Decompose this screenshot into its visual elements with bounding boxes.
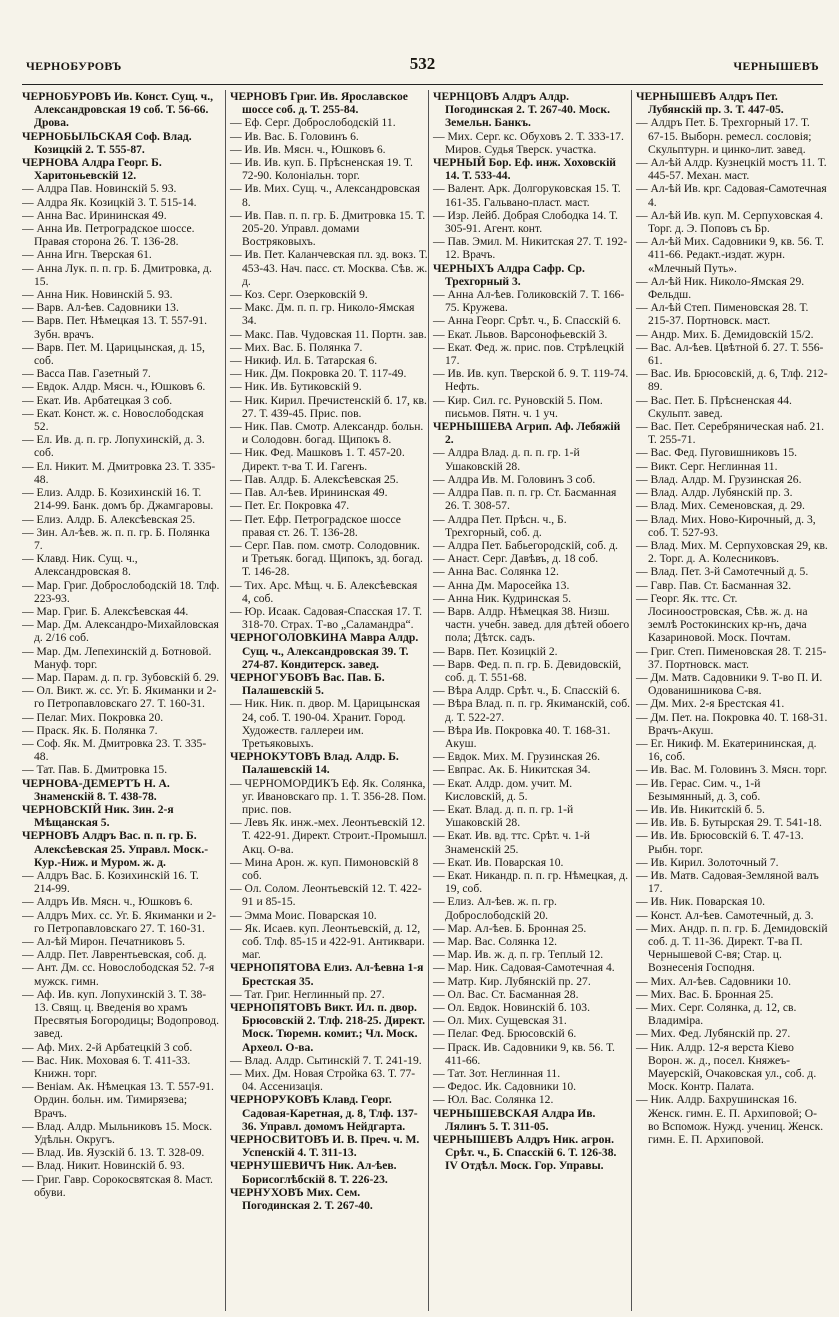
directory-entry: — Алдръ Ив. Мясн. ч., Юшковъ 6.	[22, 895, 220, 908]
directory-entry: — Евдок. Алдр. Мясн. ч., Юшковъ 6.	[22, 380, 220, 393]
directory-entry: — Влад. Алдр. М. Грузинская 26.	[636, 473, 828, 486]
directory-entry: — Дм. Пет. на. Покровка 40. Т. 168-31. Врачъ-Акуш.	[636, 711, 828, 737]
directory-entry: — Тат. Пав. Б. Дмитровка 15.	[22, 763, 220, 776]
directory-entry: — Дм. Мих. 2-я Брестская 41.	[636, 697, 828, 710]
directory-entry: — Алдръ Мих. сс. Уг. Б. Якиманки и 2-го Петропавловскаго 27. Т. 160-31.	[22, 909, 220, 935]
directory-heading-entry: ЧЕРНОПЯТОВЪ Викт. Ил. п. двор. Брюсовскій 2. Тлф. 218-25. Директ. Моск. Тюремн. комит.; Чл. Моск. Археол. О-ва.	[230, 1001, 426, 1054]
directory-entry: — Ив. Вас. М. Головинъ 3. Мясн. торг.	[636, 763, 828, 776]
directory-entry: — Юр. Исаак. Садовая-Спасская 17. Т. 318-70. Страх. Т-во „Саламандра“.	[230, 605, 428, 631]
directory-entry: — Ол. Мих. Сущевская 31.	[433, 1014, 631, 1027]
directory-entry: — Коз. Серг. Озерковскій 9.	[230, 288, 428, 301]
directory-heading-entry: ЧЕРНОВСКІЙ Ник. Зин. 2-я Мѣщанская 5.	[22, 802, 174, 830]
directory-entry: — Пав. Эмил. М. Никитская 27. Т. 192-12. Врачъ.	[433, 235, 631, 261]
directory-entry: — Вѣра Алдр. Срѣт. ч., Б. Спасскій 6.	[433, 684, 631, 697]
directory-entry: — Ив. Ив. куп. Б. Прѣсненская 19. Т. 72-90. Колоніальн. торг.	[230, 156, 428, 182]
directory-entry: — Алдра Ив. М. Головинъ 3 соб.	[433, 473, 631, 486]
directory-entry: — Евпрас. Ак. Б. Никитская 34.	[433, 763, 631, 776]
directory-entry: — Валент. Арк. Долгоруковская 15. Т. 161-35. Гальвано-пласт. маст.	[433, 182, 631, 208]
directory-entry: — Никиф. Ил. Б. Татарская 6.	[230, 354, 428, 367]
directory-entry: — Ал-ѣй Ив. крг. Садовая-Самотечная 4.	[636, 182, 828, 208]
directory-entry: — Федос. Ик. Садовники 10.	[433, 1080, 631, 1093]
directory-entry: — Анна Дм. Маросейка 13.	[433, 579, 631, 592]
directory-heading-entry: ЧЕРНОВА-ДЕМЕРТЪ Н. А. Знаменскій 8. Т. 438-78.	[22, 776, 170, 803]
directory-entry: — Мина Арон. ж. куп. Пимоновскій 8 соб.	[230, 856, 428, 882]
directory-heading-entry: ЧЕРНЫШЕВЪ Алдръ Ник. агрон. Срѣт. ч., Б. Спасскій 6. Т. 126-38. IV Отдѣл. Моск. Гор. Управы.	[433, 1133, 617, 1173]
directory-entry: — Влад. Мих. М. Серпуховская 29, кв. 2. Торг. д. А. Колесниковъ.	[636, 539, 828, 565]
directory-heading-entry: ЧЕРНОРУКОВЪ Клавд. Георг. Садовая-Каретная, д. 8, Тлф. 137-36. Управл. домомъ Нейдгарта.	[230, 1093, 418, 1133]
directory-heading-entry: ЧЕРНЫШЕВЪ Алдръ Пет. Лубянскій пр. 3. Т. 447-05.	[636, 90, 784, 117]
directory-entry: — Вас. Пет. Серебряническая наб. 21. Т. 255-71.	[636, 420, 828, 446]
directory-entry: — Ив. Пав. п. п. гр. Б. Дмитровка 15. Т. 205-20. Управл. домами Востряковыхъ.	[230, 209, 428, 249]
directory-entry: — Анна Ив. Петроградское шоссе. Правая сторона 26. Т. 136-28.	[22, 222, 220, 248]
directory-entry: — Ант. Дм. сс. Новослободская 52. 7-я мужск. гимн.	[22, 961, 220, 987]
directory-entry: — Мих. Андр. п. п. гр. Б. Демидовскій соб. д. Т. 11-36. Директ. Т-ва П. Чернышевой С-вя; Стар. ц. Вознесенія Господня.	[636, 922, 828, 975]
directory-entry: — Екат. Ив. вд. ттс. Срѣт. ч. 1-й Знаменскій 25.	[433, 829, 631, 855]
directory-entry: — Ник. Фед. Машковъ 1. Т. 457-20. Директ. т-ва Т. И. Гагенъ.	[230, 446, 428, 472]
directory-entry: — Ив. Мих. Сущ. ч., Александровская 8.	[230, 182, 428, 208]
directory-entry: — Анна Ник. Кудринская 5.	[433, 592, 631, 605]
directory-columns	[22, 90, 828, 1311]
directory-heading-entry: ЧЕРНОГУБОВЪ Вас. Пав. Б. Палашевскій 5.	[230, 670, 385, 698]
directory-entry: — Мар. Ник. Садовая-Самотечная 4.	[433, 961, 631, 974]
directory-entry: — Ник. Алдр. 12-я верста Кіево Ворон. ж. д., посел. Княжеъ-Мауерскій, Очаковская ул., соб. д. Моск. Контр. Палата.	[636, 1041, 828, 1094]
directory-entry: — Ив. Герас. Сим. ч., 1-й Безымянный, д. 3, соб.	[636, 777, 828, 803]
directory-heading-entry: ЧЕРНУШЕВИЧЪ Ник. Ал-ѣев. Борисоглѣбскій 8. Т. 226-23.	[230, 1159, 397, 1186]
directory-heading-entry: ЧЕРНЫШЕВСКАЯ Алдра Ив. Лялинъ 5. Т. 311-05.	[433, 1106, 596, 1133]
directory-entry: — Елиз. Алдр. Б. Козихинскій 16. Т. 214-99. Банк. домъ бр. Джамгаровы.	[22, 486, 220, 512]
directory-entry: — Екат. Конст. ж. с. Новослободская 52.	[22, 407, 220, 433]
directory-entry: — Ник. Алдр. Бахрушинская 16. Женск. гимн. Е. П. Архиповой; О-во Вспомож. Нужд. учениц. Женск. гимн. Е. П. Архиповой.	[636, 1093, 828, 1146]
directory-entry: — Гавр. Пав. Ст. Басманная 32.	[636, 579, 828, 592]
directory-entry: — Ал-ѣй Ник. Николо-Ямская 29. Фельдш.	[636, 275, 828, 301]
directory-entry: — Влад. Никит. Новинскій б. 93.	[22, 1159, 220, 1172]
directory-entry: — Мих. Дм. Новая Стройка 63. Т. 77-04. Ассенизація.	[230, 1067, 428, 1093]
directory-entry: — Влад. Мих. Семеновская, д. 29.	[636, 499, 828, 512]
directory-entry: — Мих. Вас. Б. Бронная 25.	[636, 988, 828, 1001]
directory-heading-entry: ЧЕРНОГОЛОВКИНА Мавра Алдр. Сущ. ч., Александровская 39. Т. 274-87. Кондитерск. завед.	[230, 631, 419, 671]
directory-entry: — Екат. Никандр. п. п. гр. Нѣмецкая, д. 19, соб.	[433, 869, 631, 895]
running-head-right: ЧЕРНЫШЕВЪ	[733, 59, 819, 73]
directory-entry: — Ол. Евдок. Новинскій б. 103.	[433, 1001, 631, 1014]
directory-entry: — Анна Вас. Ирининская 49.	[22, 209, 220, 222]
directory-entry: — Анна Ал-ѣев. Голиковскій 7. Т. 166-75. Кружева.	[433, 288, 631, 314]
directory-entry: — Левъ Як. инж.-мех. Леонтьевскій 12. Т. 422-91. Директ. Строит.-Промышл. Акц. О-ва.	[230, 816, 428, 856]
directory-entry: — Ив. Ив. Никитскій б. 5.	[636, 803, 828, 816]
directory-entry: — Ив. Ив. Брюсовскій 6. Т. 47-13. Рыбн. торг.	[636, 829, 828, 855]
directory-entry: — Тат. Григ. Неглинный пр. 27.	[230, 988, 428, 1001]
directory-entry: — Елиз. Алдр. Б. Алексѣевская 25.	[22, 513, 220, 526]
directory-heading-entry: ЧЕРНЫХЪ Алдра Сафр. Ср. Трехгорный 3.	[433, 261, 585, 288]
directory-entry: — Анна Вас. Солянка 12.	[433, 565, 631, 578]
directory-entry: — Ив. Ив. Мясн. ч., Юшковъ 6.	[230, 143, 428, 156]
directory-entry: — Ал-ѣй Степ. Пименовская 28. Т. 215-37. Портновск. маст.	[636, 301, 828, 327]
directory-entry: — Пав. Алдр. Б. Алексѣевская 25.	[230, 473, 428, 486]
directory-entry: — Праск. Ив. Садовники 9, кв. 56. Т. 411-66.	[433, 1041, 631, 1067]
directory-entry: — Григ. Степ. Пименовская 28. Т. 215-37. Портновск. маст.	[636, 645, 828, 671]
directory-entry: — Матр. Кир. Лубянскій пр. 27.	[433, 975, 631, 988]
directory-entry: — Варв. Алдр. Нѣмецкая 38. Низш. частн. учебн. завед. для дѣтей обоего пола; Дѣтск. садъ.	[433, 605, 631, 645]
directory-entry: — Макс. Дм. п. п. гр. Николо-Ямская 34.	[230, 301, 428, 327]
running-head-left: ЧЕРНОБУРОВЪ	[26, 59, 122, 73]
directory-entry: — Пелаг. Мих. Покровка 20.	[22, 711, 220, 724]
header-rule	[22, 84, 823, 85]
directory-entry: — Мих. Фед. Лубянскій пр. 27.	[636, 1027, 828, 1040]
directory-entry: — Екат. Львов. Варсонофьевскій 3.	[433, 328, 631, 341]
directory-entry: — Праск. Як. Б. Полянка 7.	[22, 724, 220, 737]
directory-entry: — Дм. Матв. Садовники 9. Т-во П. И. Одованишникова С-вя.	[636, 671, 828, 697]
directory-entry: — Влад. Алдр. Сытинскій 7. Т. 241-19.	[230, 1054, 428, 1067]
directory-entry: — Мар. Григ. Доброслободскій 18. Тлф. 223-93.	[22, 579, 220, 605]
directory-heading-entry: ЧЕРНОПЯТОВА Елиз. Ал-ѣевна 1-я Брестская 35.	[230, 961, 424, 988]
directory-entry: — Ив. Пет. Каланчевская пл. зд. вокз. Т. 453-43. Нач. пасс. ст. Москва. Сѣв. ж. д.	[230, 248, 428, 288]
directory-entry: — Ник. Ив. Бутиковскій 9.	[230, 380, 428, 393]
directory-entry: — Алдра Влад. д. п. п. гр. 1-й Ушаковскій 28.	[433, 446, 631, 472]
directory-entry: — Тат. Зот. Неглинная 11.	[433, 1067, 631, 1080]
directory-entry: — Влад. Пет. 3-й Самотечный д. 5.	[636, 565, 828, 578]
directory-heading-entry: ЧЕРНОБЫЛЬСКАЯ Соф. Влад. Козицкій 2. Т. 555-87.	[22, 129, 192, 156]
directory-entry: — Еф. Серг. Доброслободскій 11.	[230, 116, 428, 129]
directory-entry: — Кир. Сил. гс. Руновскій 5. Пом. письмов. Пятн. ч. 1 уч.	[433, 394, 631, 420]
directory-entry: — Ив. Вас. Б. Головинъ 6.	[230, 130, 428, 143]
directory-entry: — Ел. Никит. М. Дмитровка 23. Т. 335-48.	[22, 460, 220, 486]
directory-entry: — Влад. Мих. Ново-Кирочный, д. 3, соб. Т. 527-93.	[636, 513, 828, 539]
directory-entry: — Ник. Ник. п. двор. М. Царицынская 24, соб. Т. 190-04. Хранит. Город. Художеств. галлереи им. Третьяковыхъ.	[230, 697, 428, 750]
directory-entry: — Екат. Ив. Арбатецкая 3 соб.	[22, 394, 220, 407]
directory-entry: — Алдра Пет. Бабьегородскій, соб. д.	[433, 539, 631, 552]
directory-entry: — Варв. Фед. п. п. гр. Б. Девидовскій, соб. д. Т. 551-68.	[433, 658, 631, 684]
directory-entry: — Пав. Ал-ѣев. Ирининская 49.	[230, 486, 428, 499]
directory-entry: — Вас. Фед. Пуговишниковъ 15.	[636, 446, 828, 459]
directory-heading-entry: ЧЕРНЫЙ Бор. Еф. инж. Хоховскій 14. Т. 533-44.	[433, 156, 616, 183]
directory-entry: — Анна Ник. Новинскій 5. 93.	[22, 288, 220, 301]
directory-entry: — Ал-ѣй Мих. Садовники 9, кв. 56. Т. 411-66. Редакт.-издат. журн. «Млечный Путь».	[636, 235, 828, 275]
directory-entry: — Вѣра Влад. п. п. гр. Якиманскій, соб. д. Т. 522-27.	[433, 697, 631, 723]
directory-entry: — Пет. Ег. Покровка 47.	[230, 499, 428, 512]
directory-entry: — Тих. Арс. Мѣщ. ч. Б. Алексѣевская 4, соб.	[230, 579, 428, 605]
column-3	[428, 90, 631, 1311]
directory-entry: — Мих. Ал-ѣев. Садовники 10.	[636, 975, 828, 988]
directory-entry: — Алдръ Вас. Б. Козихинскій 16. Т. 214-99.	[22, 869, 220, 895]
directory-entry: — Ив. Матв. Садовая-Земляной валъ 17.	[636, 869, 828, 895]
directory-heading-entry: ЧЕРНУХОВЪ Мих. Сем. Погодинская 2. Т. 267-40.	[230, 1185, 373, 1213]
directory-entry: — Влад. Алдр. Мыльниковъ 15. Моск. Удѣльн. Округъ.	[22, 1120, 220, 1146]
directory-entry: — Пелаг. Фед. Брюсовскій 6.	[433, 1027, 631, 1040]
directory-entry: — Вас. Ив. Брюсовскій, д. 6, Тлф. 212-89.	[636, 367, 828, 393]
directory-entry: — Андр. Мих. Б. Демидовскій 15/2.	[636, 328, 828, 341]
directory-entry: — Вас. Ал-ѣев. Цвѣтной б. 27. Т. 556-61.	[636, 341, 828, 367]
directory-entry: — Зин. Ал-ѣев. ж. п. п. гр. Б. Полянка 7.	[22, 526, 220, 552]
directory-entry: — Ив. Ив. куп. Тверской б. 9. Т. 119-74. Нефть.	[433, 367, 631, 393]
directory-entry: — Екат. Влад. д. п. п. гр. 1-й Ушаковскій 28.	[433, 803, 631, 829]
directory-entry: — Алдра Пет. Прѣсн. ч., Б. Трехгорный, соб. д.	[433, 513, 631, 539]
directory-entry: — Соф. Як. М. Дмитровка 23. Т. 335-48.	[22, 737, 220, 763]
directory-entry: — Евдок. Мих. М. Грузинская 26.	[433, 750, 631, 763]
directory-entry: — Влад. Алдр. Лубянскій пр. 3.	[636, 486, 828, 499]
directory-entry: — Ник. Кирил. Пречистенскій б. 17, кв. 27. Т. 439-45. Прис. пов.	[230, 394, 428, 420]
directory-heading-entry: ЧЕРНЦОВЪ Алдръ Алдр. Погодинская 2. Т. 267-40. Моск. Земельн. Банкъ.	[433, 90, 611, 130]
directory-entry: — Варв. Пет. М. Царицынская, д. 15, соб.	[22, 341, 220, 367]
directory-entry: — Аф. Ив. куп. Лопухинскій 3. Т. 38-13. Свящ. ц. Введенія во храмъ Пресвятыя Богородицы; Водопровод. завед.	[22, 988, 220, 1041]
directory-heading-entry: ЧЕРНОВА Алдра Георг. Б. Харитоньевскій 12.	[22, 156, 162, 183]
directory-entry: — Васса Пав. Газетный 7.	[22, 367, 220, 380]
directory-entry: — Вас. Ник. Моховая 6. Т. 411-33. Книжн. торг.	[22, 1054, 220, 1080]
directory-entry: — Ол. Вас. Ст. Басманная 28.	[433, 988, 631, 1001]
directory-entry: — Ал-ѣй Ив. куп. М. Серпуховская 4. Торг. д. Э. Поповъ съ Бр.	[636, 209, 828, 235]
directory-entry: — Веніам. Ак. Нѣмецкая 13. Т. 557-91. Ордин. больн. им. Тимирязева; Врачъ.	[22, 1080, 220, 1120]
directory-entry: — Анна Игн. Тверская 61.	[22, 248, 220, 261]
directory-entry: — Варв. Пет. Нѣмецкая 13. Т. 557-91. Зубн. врачъ.	[22, 314, 220, 340]
directory-entry: — Алдра Як. Козицкій 3. Т. 515-14.	[22, 196, 220, 209]
directory-entry: — Ол. Викт. ж. сс. Уг. Б. Якиманки и 2-го Петропавловскаго 27. Т. 160-31.	[22, 684, 220, 710]
directory-entry: — Ал-ѣй Алдр. Кузнецкій мостъ 11. Т. 445-57. Механ. маст.	[636, 156, 828, 182]
directory-entry: — Мих. Вас. Б. Полянка 7.	[230, 341, 428, 354]
directory-entry: — Викт. Серг. Неглинная 11.	[636, 460, 828, 473]
directory-entry: — Ал-ѣй Мирон. Печатниковъ 5.	[22, 935, 220, 948]
running-header	[26, 56, 819, 78]
directory-entry: — Мар. Вас. Солянка 12.	[433, 935, 631, 948]
directory-entry: — Ив. Ив. Б. Бутырская 29. Т. 541-18.	[636, 816, 828, 829]
directory-entry: — Мар. Дм. Лепехинскій д. Ботновой. Мануф. торг.	[22, 645, 220, 671]
directory-heading-entry: ЧЕРНОВЪ Григ. Ив. Ярославское шоссе соб. д. Т. 255-84.	[230, 90, 408, 117]
directory-entry: — Григ. Гавр. Сорокосвятская 8. Маст. обуви.	[22, 1173, 220, 1199]
directory-entry: — Ив. Ник. Поварская 10.	[636, 895, 828, 908]
directory-entry: — Анна Лук. п. п. гр. Б. Дмитровка, д. 15.	[22, 262, 220, 288]
directory-heading-entry: ЧЕРНОСВИТОВЪ И. В. Преч. ч. М. Успенскій 4. Т. 311-13.	[230, 1133, 420, 1160]
directory-entry: — Алдра Пав. п. п. гр. Ст. Басманная 26. Т. 308-57.	[433, 486, 631, 512]
directory-entry: — Як. Исаев. куп. Леонтьевскій, д. 12, соб. Тлф. 85-15 и 422-91. Антиквари. маг.	[230, 922, 428, 962]
directory-entry: — Мих. Серг. Солянка, д. 12, св. Владиміра.	[636, 1001, 828, 1027]
directory-entry: — Мар. Парам. д. п. гр. Зубовскій б. 29.	[22, 671, 220, 684]
directory-entry: — Ел. Ив. д. п. гр. Лопухинскій, д. 3. соб.	[22, 433, 220, 459]
column-4	[631, 90, 828, 1311]
directory-entry: — Конст. Ал-ѣев. Самотечный, д. 3.	[636, 909, 828, 922]
directory-entry: — Ник. Дм. Покровка 20. Т. 117-49.	[230, 367, 428, 380]
page-number: 532	[409, 54, 436, 73]
directory-entry: — Варв. Ал-ѣев. Садовники 13.	[22, 301, 220, 314]
directory-entry: — Мар. Ал-ѣев. Б. Бронная 25.	[433, 922, 631, 935]
directory-entry: — Анна Георг. Срѣт. ч., Б. Спасскій 6.	[433, 314, 631, 327]
directory-entry: — Ол. Солом. Леонтьевскій 12. Т. 422-91 и 85-15.	[230, 882, 428, 908]
directory-entry: — Макс. Пав. Чудовская 11. Портн. зав.	[230, 328, 428, 341]
directory-heading-entry: ЧЕРНОБУРОВЪ Ив. Конст. Сущ. ч., Александровская 19 соб. Т. 56-66. Дрова.	[22, 90, 213, 130]
column-1	[22, 90, 220, 1311]
directory-entry: — Екат. Ив. Поварская 10.	[433, 856, 631, 869]
directory-entry: — Эмма Моис. Поварская 10.	[230, 909, 428, 922]
directory-entry: — Ник. Пав. Смотр. Александр. больн. и Солодовн. богад. Щипокъ 8.	[230, 420, 428, 446]
directory-entry: — Вас. Пет. Б. Прѣсненская 44. Скульпт. завед.	[636, 394, 828, 420]
directory-entry: — Алдра Пав. Новинскій 5. 93.	[22, 182, 220, 195]
directory-heading-entry: ЧЕРНЫШЕВА Агрип. Аф. Лебяжій 2.	[433, 420, 621, 447]
directory-entry: — Георг. Як. ттс. Ст. Лосиноостровская, Сѣв. ж. д. на землѣ Ростокинских кр-нъ, дача Казариновой. Моск. Почтам.	[636, 592, 828, 645]
directory-entry: — Мар. Дм. Александро-Михайловская д. 2/16 соб.	[22, 618, 220, 644]
directory-entry: — Алдръ Пет. Б. Трехгорный 17. Т. 67-15. Выборн. ремесл. сословія; Скульптурн. и цинко-лит. завед.	[636, 116, 828, 156]
directory-entry: — Анаст. Серг. Давѣвъ, д. 18 соб.	[433, 552, 631, 565]
directory-entry: — Влад. Ив. Яузскій б. 13. Т. 328-09.	[22, 1146, 220, 1159]
directory-entry: — Ег. Никиф. М. Екатерининская, д. 16, соб.	[636, 737, 828, 763]
directory-entry: — Варв. Пет. Козицкій 2.	[433, 645, 631, 658]
directory-entry: — Ив. Кирил. Золоточный 7.	[636, 856, 828, 869]
column-2	[225, 90, 428, 1311]
directory-entry: — Вѣра Ив. Покровка 40. Т. 168-31. Акуш.	[433, 724, 631, 750]
directory-entry: — Алдр. Пет. Лаврентьевская, соб. д.	[22, 948, 220, 961]
directory-entry: — Изр. Лейб. Добрая Слободка 14. Т. 305-91. Агент. конт.	[433, 209, 631, 235]
directory-heading-entry: ЧЕРНОКУТОВЪ Влад. Алдр. Б. Палашевскій 14.	[230, 750, 399, 777]
directory-entry: — Мар. Григ. Б. Алексѣевская 44.	[22, 605, 220, 618]
directory-entry: — Екат. Алдр. дом. учит. М. Кисловскій, д. 5.	[433, 777, 631, 803]
directory-entry: — Пет. Ефр. Петроградское шоссе правая ст. 26. Т. 136-28.	[230, 513, 428, 539]
directory-entry: — Клавд. Ник. Сущ. ч., Александровская 8.	[22, 552, 220, 578]
directory-entry: — Мар. Ив. ж. д. п. гр. Теплый 12.	[433, 948, 631, 961]
directory-entry: — Елиз. Ал-ѣев. ж. п. гр. Доброслободскій 20.	[433, 895, 631, 921]
directory-entry: — Мих. Серг. кс. Обуховъ 2. Т. 333-17. Миров. Судья Тверск. участка.	[433, 130, 631, 156]
directory-entry: — Юл. Вас. Солянка 12.	[433, 1093, 631, 1106]
directory-entry: — Екат. Фед. ж. прис. пов. Стрѣлецкій 17.	[433, 341, 631, 367]
directory-heading-entry: ЧЕРНОВЪ Алдръ Вас. п. п. гр. Б. Алексѣевская 25. Управл. Моск.-Кур.-Ниж. и Муром. ж. д.	[22, 829, 209, 869]
directory-entry: — ЧЕРНОМОРДИКЪ Еф. Як. Солянка, уг. Ивановскаго пр. 1. Т. 356-28. Пом. прис. пов.	[230, 777, 428, 817]
directory-entry: — Аф. Мих. 2-й Арбатецкій 3 соб.	[22, 1041, 220, 1054]
directory-entry: — Серг. Пав. пом. смотр. Солодовник. и Третьяк. богад. Щипокъ, зд. богад. Т. 146-28.	[230, 539, 428, 579]
